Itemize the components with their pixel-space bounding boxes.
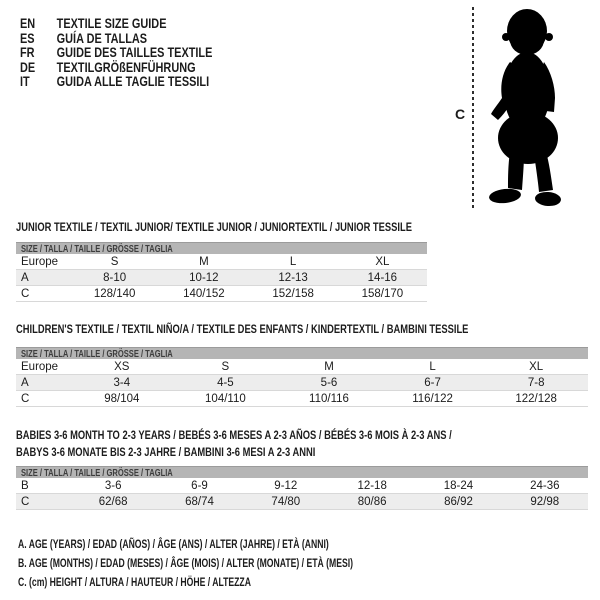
table-row xyxy=(16,359,588,375)
table-row xyxy=(16,478,588,494)
language-row xyxy=(20,45,212,60)
table-row xyxy=(16,254,427,270)
footnote-line: A. AGE (YEARS) / EDAD (AÑOS) / ÂGE (ANS) / ALTER (JAHRE) / ETÀ (ANNI) xyxy=(18,537,329,551)
table-cell: 3-6 xyxy=(104,479,122,492)
table-cell: 6-7 xyxy=(424,376,441,389)
table-title xyxy=(16,219,427,236)
table-cell: 7-8 xyxy=(527,376,545,389)
table-row xyxy=(16,375,588,391)
table-cell: XL xyxy=(529,360,544,373)
table-rows xyxy=(16,254,427,302)
language-title: GUÍA DE TALLAS xyxy=(56,29,148,46)
table-cell: 3-4 xyxy=(113,376,131,389)
table-cell: 6-9 xyxy=(191,479,208,492)
table-cell: 116/122 xyxy=(412,392,453,405)
table-cell: 68/74 xyxy=(185,495,214,508)
size-header-text: SIZE / TALLA / TAILLE / GRÖSSE / TAGLIA xyxy=(21,347,173,360)
row-label: C xyxy=(21,495,30,508)
table-title-line: BABYS 3-6 MONATE BIS 2-3 JAHRE / BAMBINI 3-6 MESI A 2-3 ANNI xyxy=(16,445,316,459)
language-title: GUIDE DES TAILLES TEXTILE xyxy=(56,44,213,60)
footnote-line: B. AGE (MONTHS) / EDAD (MESES) / ÂGE (MOIS) / ALTER (MONATE) / ETÀ (MESI) xyxy=(18,556,354,571)
language-title: GUIDA ALLE TAGLIE TESSILI xyxy=(56,73,210,89)
table-rows xyxy=(16,359,588,407)
table-cell: 4-5 xyxy=(217,376,234,389)
size-table xyxy=(16,321,588,407)
table-cell: S xyxy=(221,360,230,373)
table-cell: XS xyxy=(114,360,130,373)
table-cell: 110/116 xyxy=(309,392,349,405)
language-code: IT xyxy=(20,73,30,89)
table-cell: 12-18 xyxy=(357,479,387,492)
row-label: A xyxy=(21,271,29,284)
size-header-text: SIZE / TALLA / TAILLE / GRÖSSE / TAGLIA xyxy=(21,466,173,479)
row-label: B xyxy=(21,479,29,492)
table-cell: L xyxy=(289,255,297,268)
language-row xyxy=(20,60,212,75)
language-row xyxy=(20,31,212,46)
table-cell: 74/80 xyxy=(271,495,301,508)
row-label: Europe xyxy=(21,360,59,373)
table-cell: 8-10 xyxy=(103,271,127,284)
row-label: Europe xyxy=(21,255,59,268)
table-cell: M xyxy=(199,255,209,268)
table-cell: M xyxy=(324,360,334,373)
size-header-text: SIZE / TALLA / TAILLE / GRÖSSE / TAGLIA xyxy=(21,242,173,255)
table-title-line: BABIES 3-6 MONTH TO 2-3 YEARS / BEBÉS 3-6 MESES A 2-3 AÑOS / BÉBÉS 3-6 MOIS À 2-3 ANS / xyxy=(16,428,452,442)
footnotes xyxy=(18,535,483,593)
row-label: C xyxy=(21,392,30,405)
table-cell: 128/140 xyxy=(93,287,136,300)
table-cell: 12-13 xyxy=(278,271,308,284)
table-cell: 104/110 xyxy=(205,392,246,405)
table-cell: L xyxy=(429,360,436,373)
table-rows xyxy=(16,478,588,510)
language-code: EN xyxy=(20,15,36,31)
table-cell: 24-36 xyxy=(530,479,560,492)
table-title xyxy=(16,321,588,338)
language-title: TEXTILE SIZE GUIDE xyxy=(56,15,167,31)
row-label: C xyxy=(21,287,30,300)
table-cell: 92/98 xyxy=(530,495,560,508)
language-code: FR xyxy=(20,44,35,60)
table-title-line: JUNIOR TEXTILE / TEXTIL JUNIOR/ TEXTILE JUNIOR / JUNIORTEXTIL / JUNIOR TESSILE xyxy=(16,220,412,234)
table-cell: 80/86 xyxy=(357,495,387,508)
language-row xyxy=(20,74,212,89)
table-cell: 158/170 xyxy=(361,287,404,300)
language-code: DE xyxy=(20,58,36,75)
row-label: A xyxy=(21,376,29,389)
table-cell: 86/92 xyxy=(444,495,473,508)
size-table xyxy=(16,427,588,510)
table-row xyxy=(16,270,427,286)
table-cell: 18-24 xyxy=(443,479,474,492)
table-title xyxy=(16,427,588,461)
table-row xyxy=(16,494,588,510)
table-cell: XL xyxy=(375,255,390,268)
table-cell: 14-16 xyxy=(367,271,398,284)
size-header-bar xyxy=(16,347,588,359)
table-cell: 10-12 xyxy=(189,271,219,284)
size-header-bar xyxy=(16,242,427,254)
language-row xyxy=(20,16,212,31)
table-cell: 98/104 xyxy=(104,392,140,405)
table-cell: 62/68 xyxy=(98,495,128,508)
table-cell: 9-12 xyxy=(274,479,298,492)
footnote-line: C. (cm) HEIGHT / ALTURA / HAUTEUR / HÖHE / ALTEZZA xyxy=(18,575,251,590)
height-measure-dashed-line xyxy=(472,7,474,209)
language-title-list xyxy=(20,16,267,89)
table-cell: 122/128 xyxy=(515,392,557,405)
size-table xyxy=(16,219,427,302)
height-measure-label: C xyxy=(454,106,466,122)
size-header-bar xyxy=(16,466,588,478)
table-row xyxy=(16,391,588,407)
toddler-silhouette-image xyxy=(488,6,566,208)
table-cell: 152/158 xyxy=(272,287,314,300)
table-cell: S xyxy=(110,255,119,268)
table-cell: 140/152 xyxy=(183,287,225,300)
language-title: TEXTILGRÖßENFÜHRUNG xyxy=(56,58,196,75)
table-cell: 5-6 xyxy=(320,376,338,389)
language-code: ES xyxy=(20,29,35,46)
table-title-line: CHILDREN'S TEXTILE / TEXTIL NIÑO/A / TEXTILE DES ENFANTS / KINDERTEXTIL / BAMBINI TESSILE xyxy=(16,322,469,336)
table-row xyxy=(16,286,427,302)
